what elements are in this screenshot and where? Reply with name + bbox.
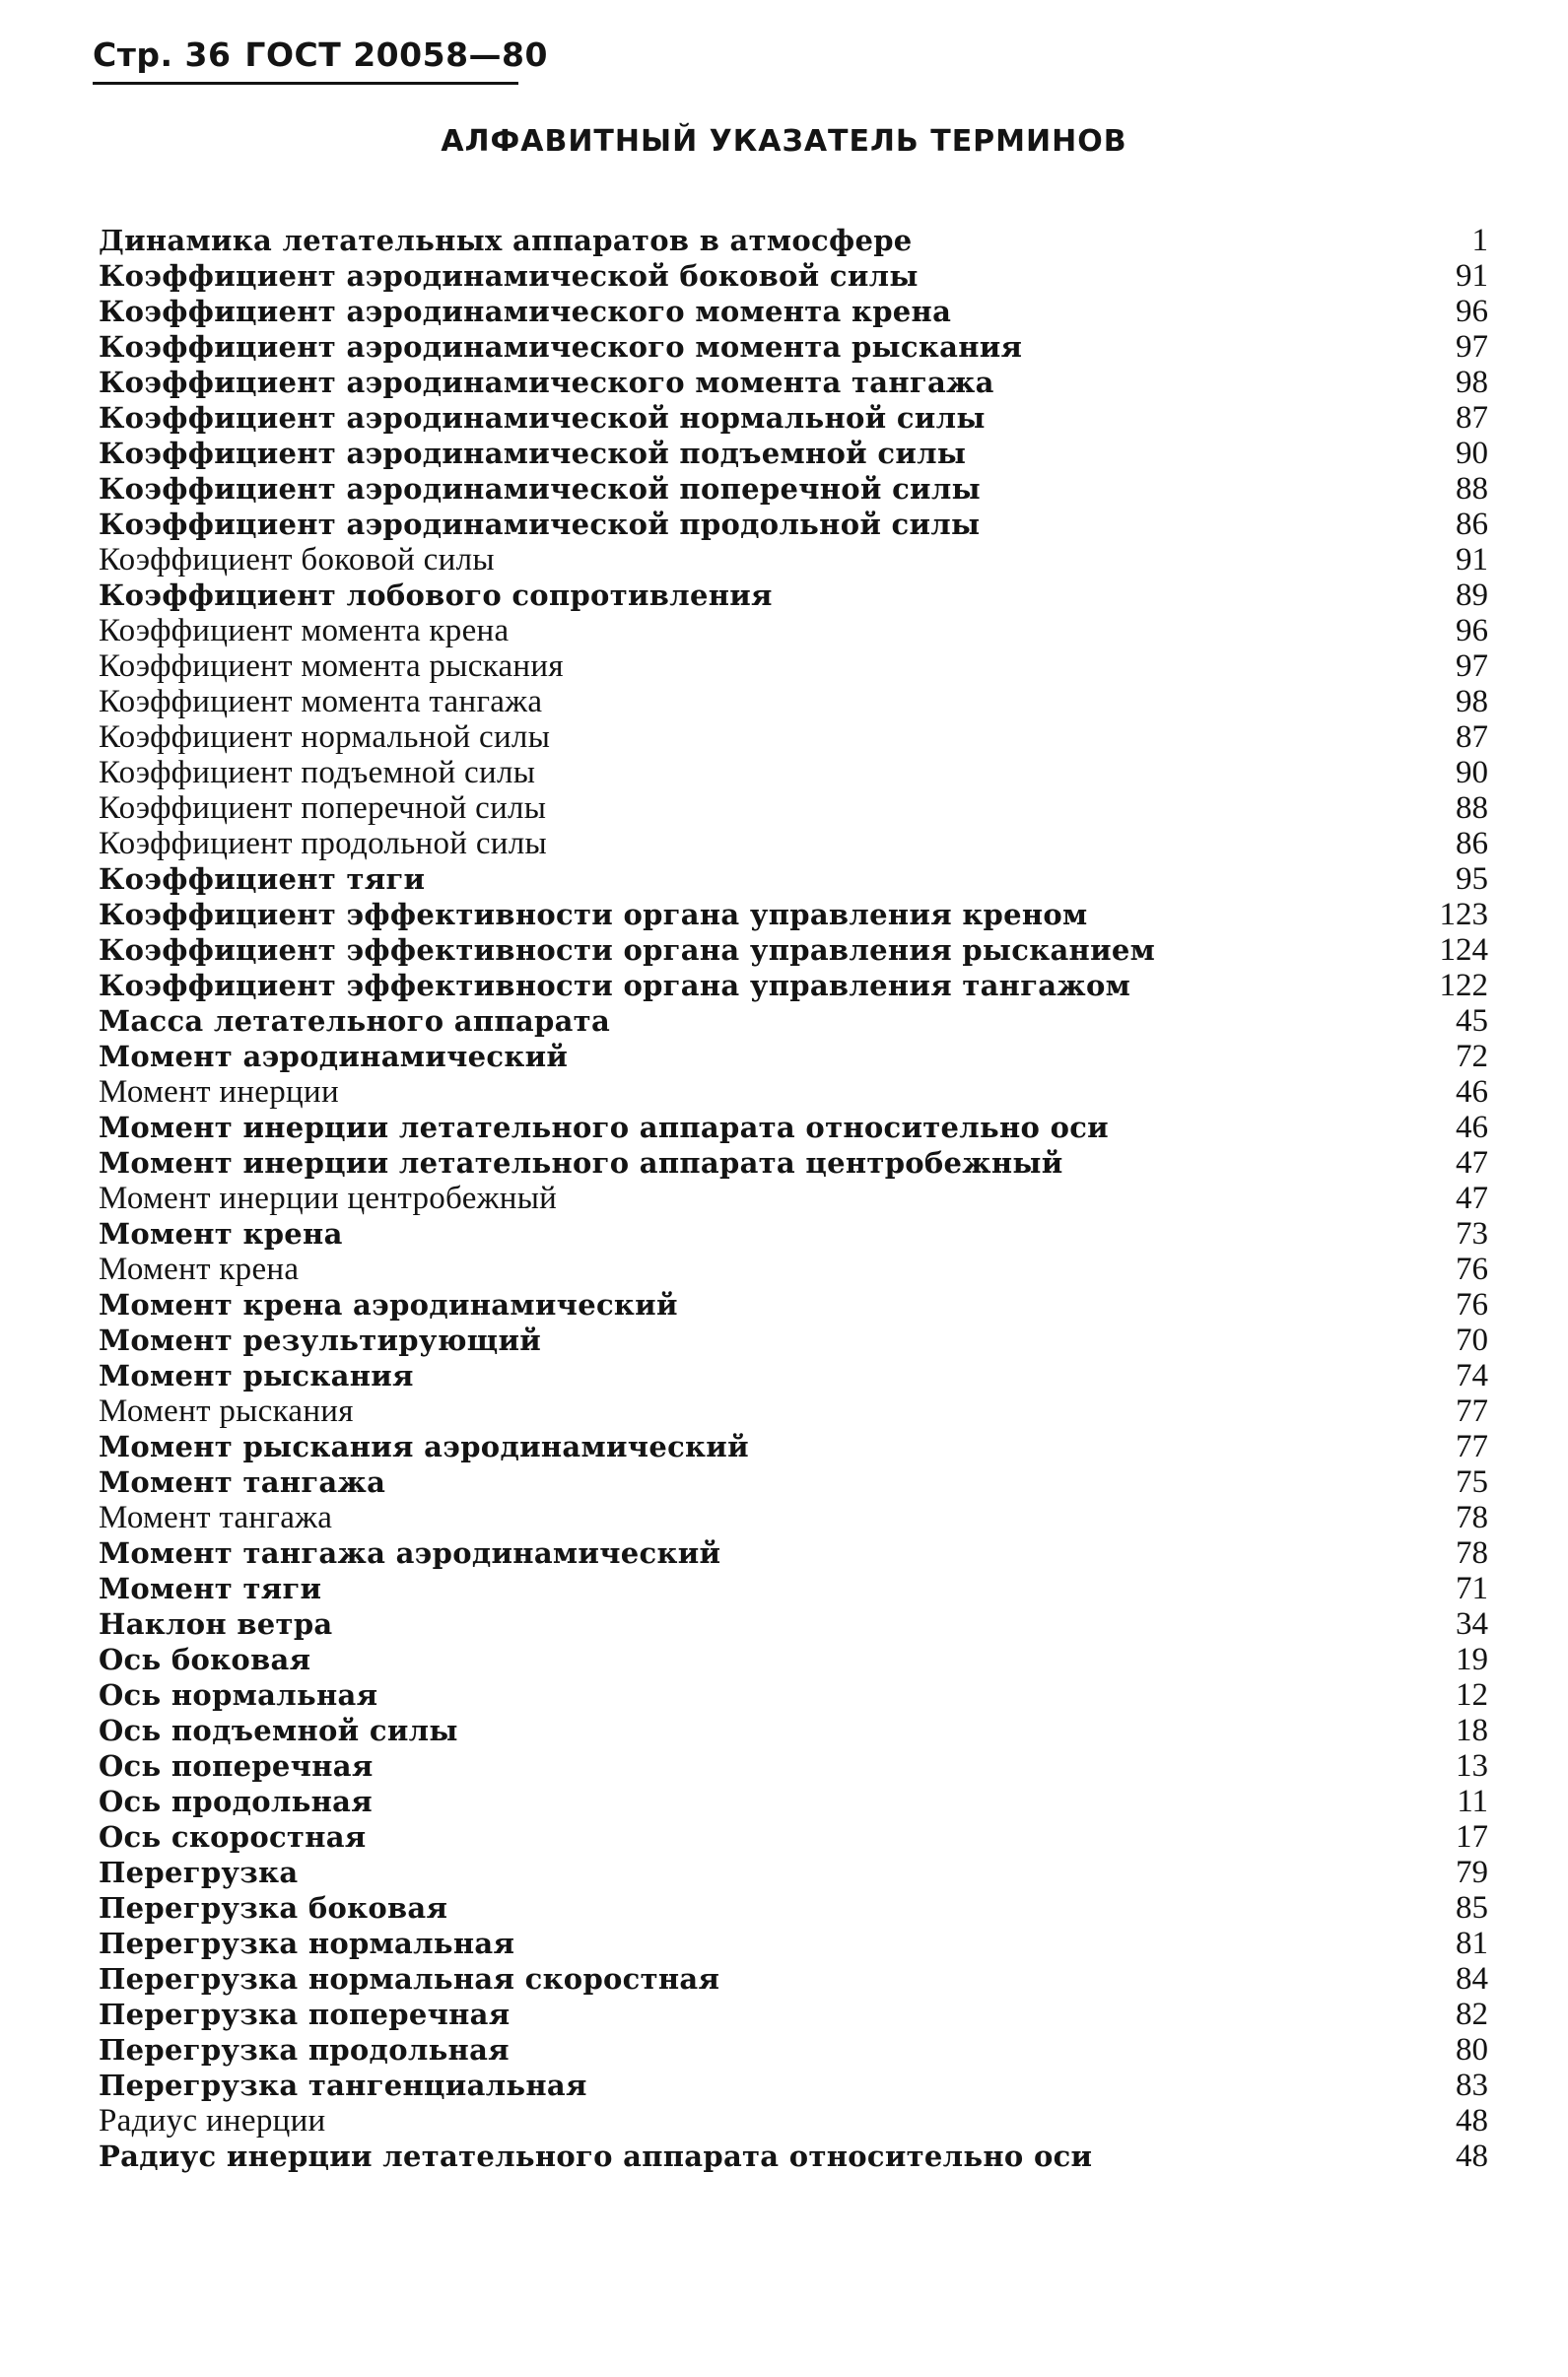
- entry-number: 82: [1456, 1997, 1488, 2032]
- entry-term: Коэффициент момента крена: [99, 613, 510, 648]
- entry-number: 97: [1456, 329, 1488, 365]
- entry-term: Ось скоростная: [99, 1820, 367, 1854]
- entry-term: Коэффициент аэродинамического момента крена: [99, 295, 952, 328]
- entry-term: Коэффициент аэродинамической нормальной силы: [99, 401, 986, 435]
- entry-term: Момент аэродинамический: [99, 1040, 569, 1073]
- index-entry: [99, 861, 1488, 897]
- entry-term: Перегрузка поперечная: [99, 1998, 511, 2031]
- entry-term: Перегрузка продольная: [99, 2033, 510, 2067]
- entry-number: 70: [1456, 1323, 1488, 1358]
- entry-number: 1: [1471, 223, 1488, 258]
- entry-number: 87: [1456, 400, 1488, 436]
- entry-number: 76: [1456, 1287, 1488, 1323]
- entry-term: Коэффициент эффективности органа управления тангажом: [99, 969, 1131, 1002]
- entry-term: Коэффициент поперечной силы: [99, 790, 547, 826]
- entry-number: 79: [1456, 1855, 1488, 1890]
- index-entry: [99, 1784, 1488, 1819]
- entry-term: Коэффициент аэродинамической поперечной силы: [99, 472, 981, 506]
- entry-number: 77: [1456, 1429, 1488, 1464]
- entry-term: Коэффициент момента тангажа: [99, 684, 543, 719]
- entry-term: Ось нормальная: [99, 1678, 378, 1712]
- index-entry: [99, 1713, 1488, 1748]
- index-entry: [99, 1287, 1488, 1323]
- entry-term: Радиус инерции летательного аппарата относительно оси: [99, 2139, 1093, 2173]
- header-rule: [93, 82, 518, 85]
- entry-number: 98: [1456, 684, 1488, 719]
- entry-term: Момент тангажа аэродинамический: [99, 1536, 721, 1570]
- entry-term: Момент рыскания аэродинамический: [99, 1430, 749, 1463]
- index-entry: [99, 577, 1488, 613]
- entry-number: 90: [1456, 755, 1488, 790]
- index-entry: [99, 1358, 1488, 1393]
- entry-term: Перегрузка нормальная скоростная: [99, 1962, 720, 1996]
- entry-number: 86: [1456, 826, 1488, 861]
- entry-number: 123: [1439, 897, 1488, 932]
- index-entry: [99, 1145, 1488, 1181]
- index-entry: [99, 329, 1488, 365]
- entry-number: 46: [1456, 1074, 1488, 1110]
- entry-term: Ось продольная: [99, 1785, 373, 1818]
- index-entry: [99, 2068, 1488, 2103]
- index-entry: [99, 1926, 1488, 1961]
- index-entry: [99, 1535, 1488, 1571]
- index-entry: [99, 471, 1488, 507]
- index-entry: [99, 897, 1488, 932]
- index-entry: [99, 1606, 1488, 1642]
- index-entry: [99, 613, 1488, 648]
- entry-number: 74: [1456, 1358, 1488, 1393]
- entry-number: 18: [1456, 1713, 1488, 1748]
- entry-number: 90: [1456, 436, 1488, 471]
- index-entry: [99, 1003, 1488, 1039]
- entry-term: Момент крена: [99, 1217, 343, 1251]
- entry-number: 85: [1456, 1890, 1488, 1926]
- entry-term: Коэффициент момента рыскания: [99, 648, 564, 684]
- index-entry: [99, 1323, 1488, 1358]
- entry-term: Коэффициент эффективности органа управления креном: [99, 898, 1088, 931]
- entry-term: Перегрузка нормальная: [99, 1927, 515, 1960]
- entry-term: Коэффициент аэродинамического момента тангажа: [99, 366, 994, 399]
- entry-number: 48: [1456, 2103, 1488, 2139]
- index-entry: [99, 1110, 1488, 1145]
- entry-number: 72: [1456, 1039, 1488, 1074]
- entry-number: 77: [1456, 1393, 1488, 1429]
- entry-number: 48: [1456, 2139, 1488, 2174]
- entry-term: Момент тангажа: [99, 1465, 386, 1499]
- entry-term: Коэффициент лобового сопротивления: [99, 578, 773, 612]
- entry-number: 13: [1456, 1748, 1488, 1784]
- entry-number: 46: [1456, 1110, 1488, 1145]
- entry-term: Радиус инерции: [99, 2103, 326, 2139]
- index-entry: [99, 1393, 1488, 1429]
- index-title: АЛФАВИТНЫЙ УКАЗАТЕЛЬ ТЕРМИНОВ: [441, 124, 1127, 159]
- index-entry: [99, 294, 1488, 329]
- entry-term: Момент рыскания: [99, 1359, 414, 1392]
- entry-number: 17: [1456, 1819, 1488, 1855]
- entry-number: 98: [1456, 365, 1488, 400]
- entry-term: Наклон ветра: [99, 1607, 333, 1641]
- entry-term: Динамика летательных аппаратов в атмосфере: [99, 224, 913, 257]
- entry-term: Момент результирующий: [99, 1324, 542, 1357]
- index-entry: [99, 932, 1488, 968]
- entry-number: 124: [1439, 932, 1488, 968]
- index-entry: [99, 1642, 1488, 1677]
- index-entry: [99, 436, 1488, 471]
- entry-term: Ось боковая: [99, 1643, 311, 1676]
- entry-number: 19: [1456, 1642, 1488, 1677]
- index-entry: [99, 755, 1488, 790]
- entry-term: Момент крена аэродинамический: [99, 1288, 678, 1322]
- entry-number: 78: [1456, 1500, 1488, 1535]
- entry-term: Коэффициент нормальной силы: [99, 719, 551, 755]
- index-entry: [99, 826, 1488, 861]
- entry-number: 122: [1439, 968, 1488, 1003]
- index-entry: [99, 1961, 1488, 1997]
- entry-term: Коэффициент тяги: [99, 862, 426, 896]
- index-entry: [99, 968, 1488, 1003]
- index-entry: [99, 1216, 1488, 1252]
- entry-term: Коэффициент продольной силы: [99, 826, 547, 861]
- standard-designation: ГОСТ 20058—80: [244, 35, 548, 74]
- entry-term: Перегрузка: [99, 1856, 299, 1889]
- entry-number: 88: [1456, 471, 1488, 507]
- entry-number: 81: [1456, 1926, 1488, 1961]
- entry-number: 91: [1456, 542, 1488, 577]
- entry-number: 76: [1456, 1252, 1488, 1287]
- entry-number: 80: [1456, 2032, 1488, 2068]
- entry-term: Коэффициент аэродинамической боковой силы: [99, 259, 919, 293]
- entry-number: 71: [1456, 1571, 1488, 1606]
- entry-term: Коэффициент аэродинамического момента рыскания: [99, 330, 1023, 364]
- entry-term: Коэффициент аэродинамической продольной силы: [99, 508, 981, 541]
- entry-term: Коэффициент боковой силы: [99, 542, 495, 577]
- index-entry: [99, 1748, 1488, 1784]
- entry-number: 78: [1456, 1535, 1488, 1571]
- entry-term: Момент инерции центробежный: [99, 1181, 558, 1216]
- index-entry: [99, 648, 1488, 684]
- index-entry: [99, 2139, 1488, 2174]
- index-entry: [99, 1890, 1488, 1926]
- index-entry: [99, 790, 1488, 826]
- index-entry: [99, 1464, 1488, 1500]
- entry-term: Момент инерции: [99, 1074, 339, 1110]
- entry-number: 88: [1456, 790, 1488, 826]
- entry-number: 91: [1456, 258, 1488, 294]
- entry-term: Коэффициент аэродинамической подъемной силы: [99, 437, 967, 470]
- entry-term: Момент инерции летательного аппарата центробежный: [99, 1146, 1063, 1180]
- index-entry: [99, 365, 1488, 400]
- index-entry: [99, 1571, 1488, 1606]
- entry-number: 75: [1456, 1464, 1488, 1500]
- entry-term: Перегрузка боковая: [99, 1891, 448, 1925]
- index-entry: [99, 1819, 1488, 1855]
- index-entry: [99, 1855, 1488, 1890]
- entry-number: 95: [1456, 861, 1488, 897]
- page-header: [93, 35, 548, 75]
- index-entry: [99, 400, 1488, 436]
- entry-term: Перегрузка тангенциальная: [99, 2069, 587, 2102]
- index-entry: [99, 2103, 1488, 2139]
- page-label: Стр. 36: [93, 35, 232, 74]
- entry-number: 86: [1456, 507, 1488, 542]
- entry-term: Момент тяги: [99, 1572, 322, 1605]
- entry-term: Момент тангажа: [99, 1500, 333, 1535]
- entry-number: 97: [1456, 648, 1488, 684]
- index-entry: [99, 1252, 1488, 1287]
- entry-term: Момент крена: [99, 1252, 300, 1287]
- index-entry: [99, 542, 1488, 577]
- index-entry: [99, 258, 1488, 294]
- index-entry: [99, 2032, 1488, 2068]
- entry-number: 96: [1456, 294, 1488, 329]
- index-entry: [99, 1429, 1488, 1464]
- index-entry: [99, 684, 1488, 719]
- entry-number: 11: [1457, 1784, 1488, 1819]
- entry-term: Коэффициент эффективности органа управления рысканием: [99, 933, 1156, 967]
- entry-term: Момент рыскания: [99, 1393, 354, 1429]
- entry-term: Коэффициент подъемной силы: [99, 755, 536, 790]
- entry-term: Ось подъемной силы: [99, 1714, 458, 1747]
- term-index-list: [99, 223, 1488, 2174]
- entry-number: 87: [1456, 719, 1488, 755]
- index-entry: [99, 719, 1488, 755]
- index-entry: [99, 1039, 1488, 1074]
- entry-term: Момент инерции летательного аппарата относительно оси: [99, 1111, 1109, 1144]
- entry-term: Ось поперечная: [99, 1749, 374, 1783]
- index-entry: [99, 1997, 1488, 2032]
- index-entry: [99, 223, 1488, 258]
- entry-number: 12: [1456, 1677, 1488, 1713]
- entry-number: 45: [1456, 1003, 1488, 1039]
- index-entry: [99, 507, 1488, 542]
- index-entry: [99, 1074, 1488, 1110]
- entry-number: 73: [1456, 1216, 1488, 1252]
- index-entry: [99, 1181, 1488, 1216]
- entry-number: 83: [1456, 2068, 1488, 2103]
- entry-number: 47: [1456, 1181, 1488, 1216]
- entry-term: Масса летательного аппарата: [99, 1004, 611, 1038]
- entry-number: 89: [1456, 577, 1488, 613]
- index-entry: [99, 1500, 1488, 1535]
- index-entry: [99, 1677, 1488, 1713]
- entry-number: 96: [1456, 613, 1488, 648]
- entry-number: 34: [1456, 1606, 1488, 1642]
- entry-number: 84: [1456, 1961, 1488, 1997]
- entry-number: 47: [1456, 1145, 1488, 1181]
